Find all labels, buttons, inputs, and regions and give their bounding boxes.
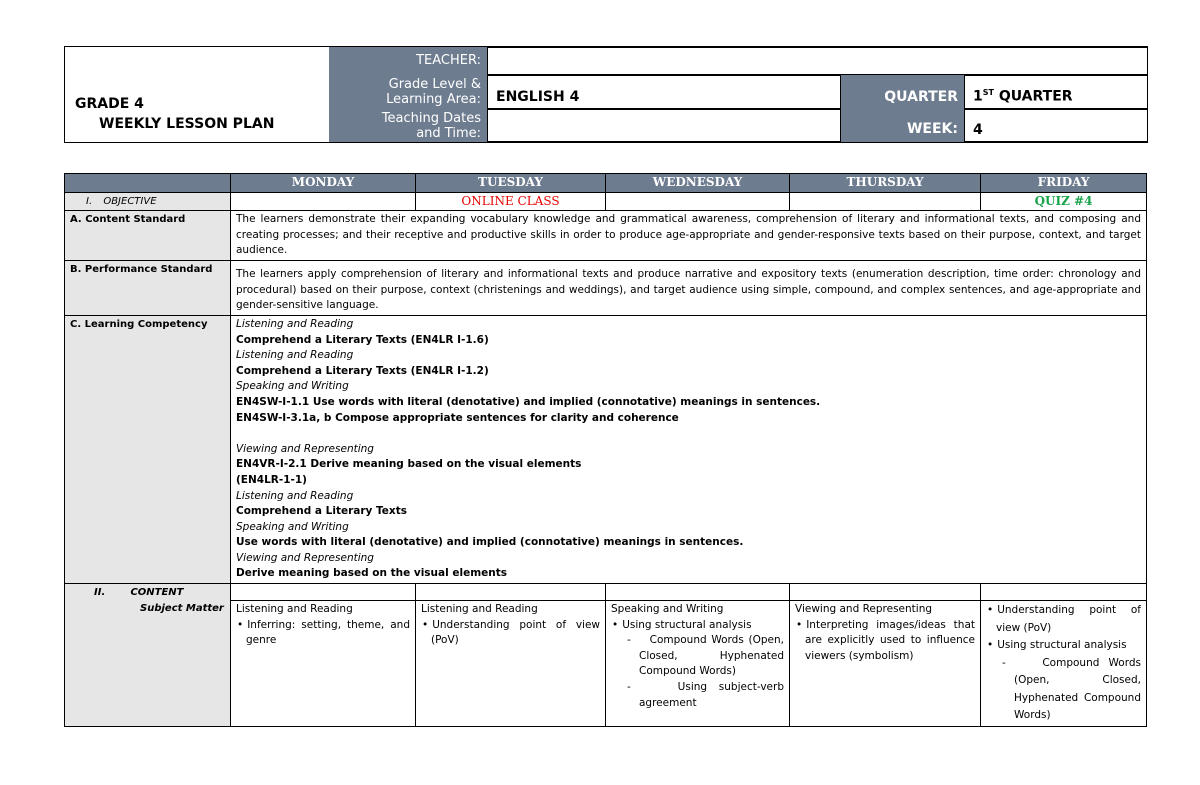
learning-competency-line: Listening and Reading <box>236 317 354 330</box>
day-wednesday: WEDNESDAY <box>606 174 790 193</box>
quarter-value <box>973 88 1073 105</box>
content-friday-list <box>986 602 1141 655</box>
content-row-header <box>65 584 1147 601</box>
learning-competency-line: Listening and Reading <box>236 489 354 502</box>
header-block <box>64 46 1148 143</box>
learning-competency-text <box>231 315 1147 583</box>
week-label <box>841 109 964 142</box>
learning-competency-line: Comprehend a Literary Texts (EN4LR I-1.2) <box>236 364 489 377</box>
content-wednesday-bullet: • Using structural analysis <box>621 618 784 634</box>
quarter-value-sup: ST <box>982 88 994 98</box>
performance-standard-label-text: B. Performance Standard <box>70 263 213 275</box>
quarter-value-suffix: QUARTER <box>993 89 1073 105</box>
grade-area-label-line2: Learning Area: <box>386 92 481 107</box>
learning-competency-line: EN4SW-I-1.1 Use words with literal (denotative) and implied (connotative) meanings in sentences. <box>236 395 821 408</box>
content-standard-label <box>65 211 231 261</box>
content-standard-text: The learners demonstrate their expanding vocabulary knowledge and grammatical awareness, comprehension of literary and informational texts, and composing and creating processes; and their receptive and productive skills in order to produce age-appropriate and gender-responsive texts based on their purpose, context, and target audience. <box>231 211 1147 261</box>
plan-title: WEEKLY LESSON PLAN <box>99 116 275 132</box>
objective-friday: QUIZ #4 <box>981 192 1147 211</box>
quarter-label-text: QUARTER <box>884 89 958 105</box>
learning-competency-label-text: C. Learning Competency <box>70 318 208 330</box>
content-friday-bullet1: • Understanding point of view (PoV) <box>996 602 1141 637</box>
content-label-text: CONTENT <box>130 587 184 599</box>
content-thursday <box>790 601 981 727</box>
objective-text: OBJECTIVE <box>103 195 157 207</box>
learning-competency-line: Listening and Reading <box>236 349 354 362</box>
grade-area-label <box>329 75 487 109</box>
quarter-field[interactable] <box>964 75 1148 109</box>
content-blank-wednesday[interactable] <box>606 584 790 601</box>
content-wednesday-dash2-text: Using subject-verb agreement <box>639 681 785 709</box>
content-tuesday <box>416 601 606 727</box>
grade-area-value: ENGLISH 4 <box>496 89 580 105</box>
content-sublabel: Subject Matter <box>140 602 224 614</box>
content-friday <box>981 601 1147 727</box>
dates-label <box>329 109 487 142</box>
dates-label-line2: and Time: <box>416 126 481 141</box>
content-tuesday-list <box>421 618 600 649</box>
dates-field[interactable] <box>487 109 841 142</box>
learning-competency-line: Comprehend a Literary Texts <box>236 505 407 518</box>
content-monday <box>231 601 416 727</box>
learning-competency-line <box>236 426 1141 442</box>
objective-monday[interactable] <box>231 192 416 211</box>
grade-title: GRADE 4 <box>75 96 144 112</box>
content-wednesday-dash2: - Using subject-verb agreement <box>627 681 785 709</box>
content-thursday-heading: Viewing and Representing <box>795 603 933 616</box>
content-blank-tuesday[interactable] <box>416 584 606 601</box>
content-standard-label-text: A. Content Standard <box>70 214 186 226</box>
day-tuesday: TUESDAY <box>416 174 606 193</box>
teacher-field[interactable] <box>487 47 1148 75</box>
learning-competency-line: (EN4LR-1-1) <box>236 473 307 486</box>
objective-tuesday: ONLINE CLASS <box>416 192 606 211</box>
learning-competency-line: Viewing and Representing <box>236 442 374 455</box>
learning-competency-line: Speaking and Writing <box>236 380 349 393</box>
performance-standard-row <box>65 260 1147 315</box>
learning-competency-line: EN4VR-I-2.1 Derive meaning based on the visual elements <box>236 458 582 471</box>
teacher-label <box>329 47 487 75</box>
objective-row <box>65 192 1147 211</box>
content-tuesday-bullet: • Understanding point of view (PoV) <box>431 618 600 649</box>
content-monday-bullet: • Inferring: setting, theme, and genre <box>246 618 410 649</box>
objective-wednesday[interactable] <box>606 192 790 211</box>
content-blank-thursday[interactable] <box>790 584 981 601</box>
content-wednesday <box>606 601 790 727</box>
content-thursday-bullet: • Interpreting images/ideas that are explicitly used to influence viewers (symbolism) <box>805 618 975 665</box>
content-wednesday-list <box>611 618 784 634</box>
content-num: II. <box>94 587 106 599</box>
content-wednesday-dash1: - Compound Words (Open, Closed, Hyphenated Compound Words) <box>627 634 784 678</box>
content-monday-list <box>236 618 410 649</box>
quarter-value-prefix: 1 <box>973 89 983 105</box>
learning-competency-line: EN4SW-I-3.1a, b Compose appropriate sentences for clarity and coherence <box>236 411 679 424</box>
teacher-label-text: TEACHER: <box>416 53 481 68</box>
week-field[interactable] <box>964 109 1148 142</box>
content-tuesday-heading: Listening and Reading <box>421 603 538 616</box>
day-monday: MONDAY <box>231 174 416 193</box>
objective-thursday[interactable] <box>790 192 981 211</box>
content-wednesday-sub <box>611 633 784 711</box>
day-friday: FRIDAY <box>981 174 1147 193</box>
performance-standard-label <box>65 260 231 315</box>
week-label-text: WEEK: <box>906 121 958 137</box>
grade-area-field[interactable] <box>487 75 841 109</box>
content-wednesday-dash1-text: Compound Words (Open, Closed, Hyphenated Compound Words) <box>639 634 784 678</box>
content-friday-bullet2: • Using structural analysis <box>996 637 1141 655</box>
learning-competency-label <box>65 315 231 583</box>
week-value: 4 <box>973 122 983 138</box>
objective-num: I. <box>86 195 93 207</box>
learning-competency-line: Use words with literal (denotative) and implied (connotative) meanings in sentences. <box>236 536 744 549</box>
days-corner <box>65 174 231 193</box>
lesson-plan-table <box>64 173 1147 727</box>
learning-competency-line: Derive meaning based on the visual elements <box>236 567 508 580</box>
days-header-row <box>65 174 1147 193</box>
content-friday-dash1: - Compound Words (Open, Closed, Hyphenated Compound Words) <box>1002 656 1141 722</box>
day-thursday: THURSDAY <box>790 174 981 193</box>
learning-competency-line: Speaking and Writing <box>236 520 349 533</box>
content-blank-friday[interactable] <box>981 584 1147 601</box>
learning-competency-line: Comprehend a Literary Texts (EN4LR I-1.6) <box>236 333 489 346</box>
learning-competency-lines <box>236 317 1141 582</box>
content-wednesday-heading: Speaking and Writing <box>611 603 724 616</box>
content-friday-sub <box>986 655 1141 725</box>
grade-area-label-line1: Grade Level & <box>388 77 481 92</box>
content-friday-dash1-text: Compound Words (Open, Closed, Hyphenated Compound Words) <box>1014 656 1141 722</box>
content-thursday-list <box>795 618 975 665</box>
content-monday-heading: Listening and Reading <box>236 603 353 616</box>
dates-label-line1: Teaching Dates <box>381 111 481 126</box>
learning-competency-line: Viewing and Representing <box>236 551 374 564</box>
learning-competency-row <box>65 315 1147 583</box>
quarter-label <box>841 75 964 109</box>
content-label <box>65 584 231 727</box>
content-standard-row <box>65 211 1147 261</box>
objective-label <box>65 192 231 211</box>
performance-standard-text: The learners apply comprehension of literary and informational texts and produce narrative and expository texts (enumeration description, time order: chronology and procedural) based on their purpose, context (christenings and weddings), and target audience using simple, compound, and complex sentences, and age-appropriate and gender-sensitive language. <box>231 260 1147 315</box>
content-blank-monday[interactable] <box>231 584 416 601</box>
